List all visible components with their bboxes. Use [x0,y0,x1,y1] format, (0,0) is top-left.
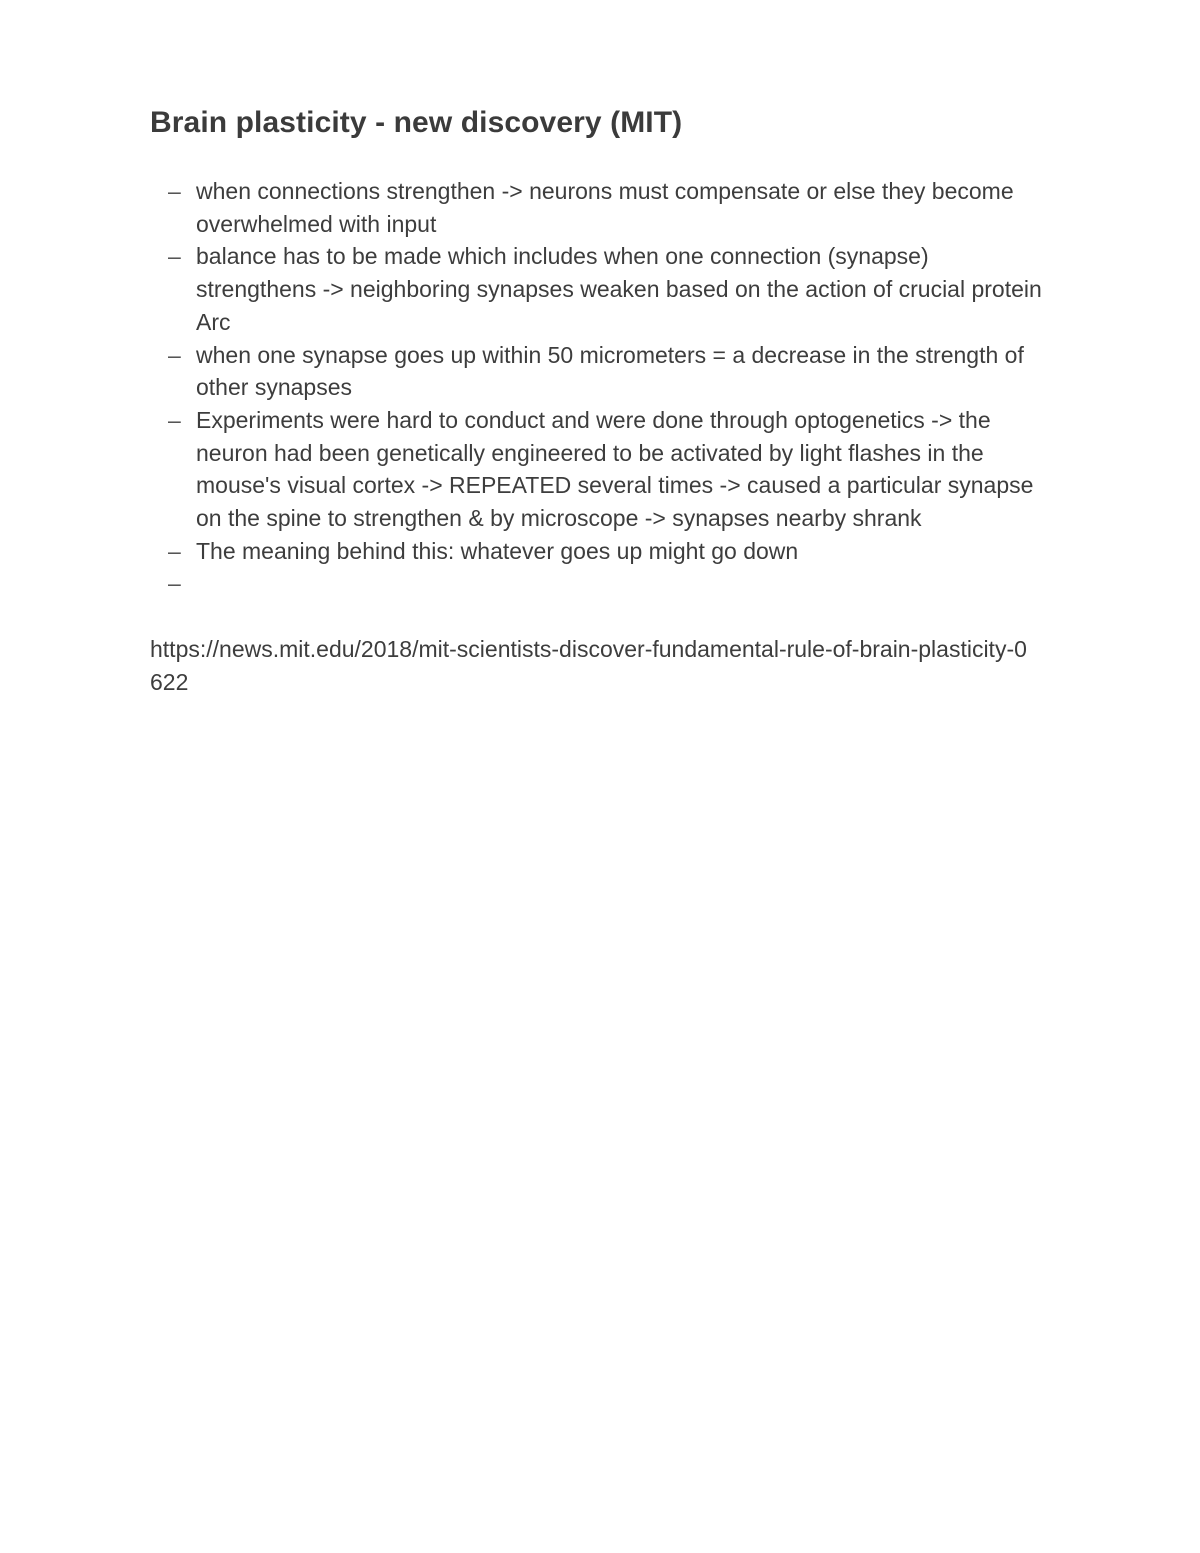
list-item [150,240,1050,338]
list-item [150,404,1050,535]
page-title: Brain plasticity - new discovery (MIT) [150,106,683,139]
list-item [150,567,1050,600]
list-item-text: Experiments were hard to conduct and were done through optogenetics -> the neuron had been genetically engineered to be activated by light flashes in the mouse's visual cortex -> REPEATED several times -> caused a particular synapse on the spine to strengthen & by microscope -> synapses nearby shrank [196,406,1034,532]
list-item-text: The meaning behind this: whatever goes up might go down [196,537,799,564]
list-item [150,339,1050,404]
list-item-text: when connections strengthen -> neurons must compensate or else they become overwhelmed with input [196,178,1014,237]
notes-list [150,175,1050,600]
source-link[interactable]: https://news.mit.edu/2018/mit-scientists-discover-fundamental-rule-of-brain-plasticity-0622 [150,636,1027,695]
bullet-dash: – [168,570,181,597]
list-item [150,175,1050,240]
list-item [150,535,1050,568]
list-item-text: when one synapse goes up within 50 micrometers = a decrease in the strength of other synapses [196,341,1024,401]
bullet-dash: – [168,341,181,368]
bullet-dash: – [168,406,181,433]
bullet-dash: – [168,178,181,204]
bullet-dash: – [168,243,181,270]
list-item-text: balance has to be made which includes when one connection (synapse) strengthens -> neighboring synapses weaken based on the action of crucial protein Arc [196,243,1042,335]
bullet-dash: – [168,537,181,564]
